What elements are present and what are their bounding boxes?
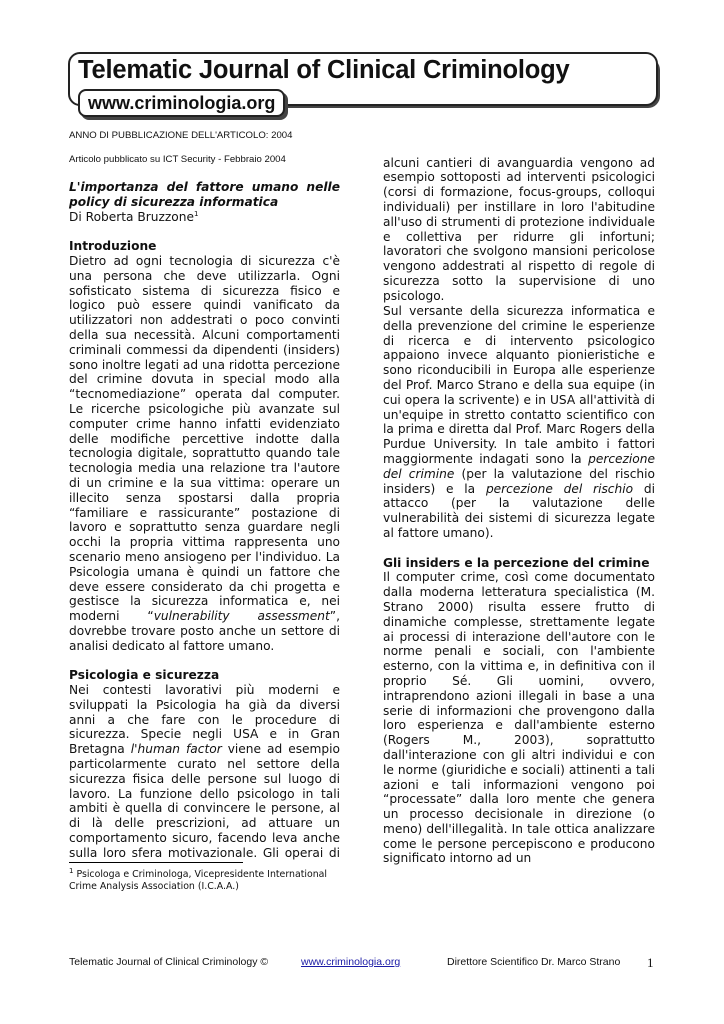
publication-year-line: ANNO DI PUBBLICAZIONE DELL'ARTICOLO: 2004 — [69, 130, 293, 141]
footer-journal-name: Telematic Journal of Clinical Criminology © — [69, 956, 269, 968]
psicologia-paragraph-flow: alcuni cantieri di avanguardia vengono ad esempio sottoposti ad interventi psicologici (corsi di formazione, focus-groups, colloqui individuali) per instillare in loro l'abitudine all'uso di strumenti di protezione individuale e collettiva per ridurre gli infortuni; lavoratori che svolgono mansioni pericolose vengono addestrati al rispetto di regole di sicurezza sotto la supervisione di uno psicologo. — [383, 156, 655, 303]
page-number: 1 — [647, 955, 654, 970]
section-heading-introduzione: Introduzione — [69, 239, 157, 254]
journal-title: Telematic Journal of Clinical Criminology — [78, 56, 570, 84]
footnote-mark: 1 — [69, 866, 74, 875]
footer-website-link[interactable]: www.criminologia.org — [301, 956, 401, 968]
emphasis-human-factor: l'human factor — [130, 742, 222, 757]
author-name: Di Roberta Bruzzone — [69, 209, 194, 224]
footnote-text: Psicologa e Criminologa, Vicepresidente International Crime Analysis Association (I.C.A.A.) — [69, 869, 328, 893]
section-heading-insiders: Gli insiders e la percezione del crimine — [383, 555, 650, 570]
intro-paragraph: Dietro ad ogni tecnologia di sicurezza c'è una persona che deve utilizzarla. Ogni sofisticato sistema di sicurezza fisico e logico può essere quindi vanificato da utilizzatori non addestrati o poco convinti della sua necessità. Alcuni comportamenti criminali commessi da dipendenti (insiders) sono inoltre legati ad una ridotta percezione del crimine dovuta in special modo alla “tecnomediazione” operata dal computer. Le ricerche psicologiche più avanzate sul computer crime hanno infatti evidenziato delle modifiche percettive indotte dalla tecnologia digitale, soprattutto quando tale tecnologia media una relazione tra l'autore di un crimine e la sua vittima: operare un illecito senza spostarsi dalla propria “familiare e rassicurante” postazione di lavoro e soprattutto senza guardare negli occhi la propria vittima rappresenta uno scenario meno ansiogeno per l'individuo. La Psicologia umana è quindi un fattore che deve essere considerato da chi progetta e gestisce la sicurezza informatica e, nei moderni “vulnerability assessment”, dovrebbe trovare posto anche un settore di analisi dedicato al fattore umano. — [69, 253, 340, 653]
emphasis-vulnerability-assessment: vulnerability assessment — [153, 609, 330, 624]
insiders-paragraph: Il computer crime, così come documentato dalla moderna letteratura specialistica (M. Strano 2000) risulta essere frutto di dinamiche complesse, strettamente legate ai processi di interazione dell'autore con le norme penali e sociali, con l'ambiente esterno, con la vittima e, in definitiva con il proprio Sé. Gli uomini, ovvero, intraprendono azioni illegali in base a una serie di informazioni che provengono dalla loro esperienza e dall'ambiente esterno (Rogers M., 2003), soprattutto dall'interazione con gli altri individui e con le norme (giuridiche e sociali) attinenti a tali azioni e tali informazioni vengono poi “processate” dalla loro mente che genera un processo decisionale in direzione (o meno) dell'illegalità. In tale ottica analizzare come le persone percepiscono e producono significato intorno ad un — [383, 570, 655, 866]
published-in-line: Articolo pubblicato su ICT Security - Febbraio 2004 — [69, 154, 286, 165]
emphasis-percezione-crimine: percezione del crimine — [383, 451, 655, 481]
footer-director: Direttore Scientifico Dr. Marco Strano — [447, 956, 621, 968]
author-footnote-mark: 1 — [193, 209, 199, 218]
psicologia-paragraph-part1: Nei contesti lavorativi più moderni e sviluppati la Psicologia ha già da diversi anni a che fare con le procedure di sicurezza. Specie negli USA e in Gran Bretagna l'human factor viene ad esempio particolarmente curato nel settore della sicurezza fisica delle persone sul luogo di lavoro. La funzione dello psicologo in tali ambiti è quella di convincere le persone, al di là delle prescrizioni, ad attuare un comportamento sicuro, facendo leva anche sulla loro sfera motivazionale. Gli operai di — [69, 683, 340, 860]
emphasis-percezione-rischio: percezione del rischio — [485, 481, 634, 496]
right-column — [383, 156, 655, 866]
footnote — [69, 866, 349, 894]
article-title: L'importanza del fattore umano nelle policy di sicurezza informatica — [69, 180, 340, 209]
section-heading-psicologia: Psicologia e sicurezza — [69, 668, 220, 683]
psicologia-paragraph-continuation — [383, 156, 655, 304]
psicologia-paragraph-2: Sul versante della sicurezza informatica e della prevenzione del crimine le esperienze di ricerca e di intervento psicologico appaiono invece alquanto pionieristiche e sono riconducibili in Europa alle esperienze del Prof. Marco Strano e della sua equipe (in cui opera la scrivente) e in USA all'attività di un'equipe in stretto contatto scientifico con la prima e diretta dal Prof. Marc Rogers della Purdue University. In tale ambito i fattori maggiormente indagati sono la percezione del crimine (per la valutazione del rischio insiders) e la percezione del rischio di attacco (per la valutazione delle vulnerabilità dei sistemi di sicurezza legate al fattore umano). — [383, 304, 655, 540]
article-author — [69, 210, 340, 225]
left-column — [69, 180, 340, 861]
journal-url-badge: www.criminologia.org — [78, 89, 285, 117]
footnote-rule — [69, 862, 243, 863]
